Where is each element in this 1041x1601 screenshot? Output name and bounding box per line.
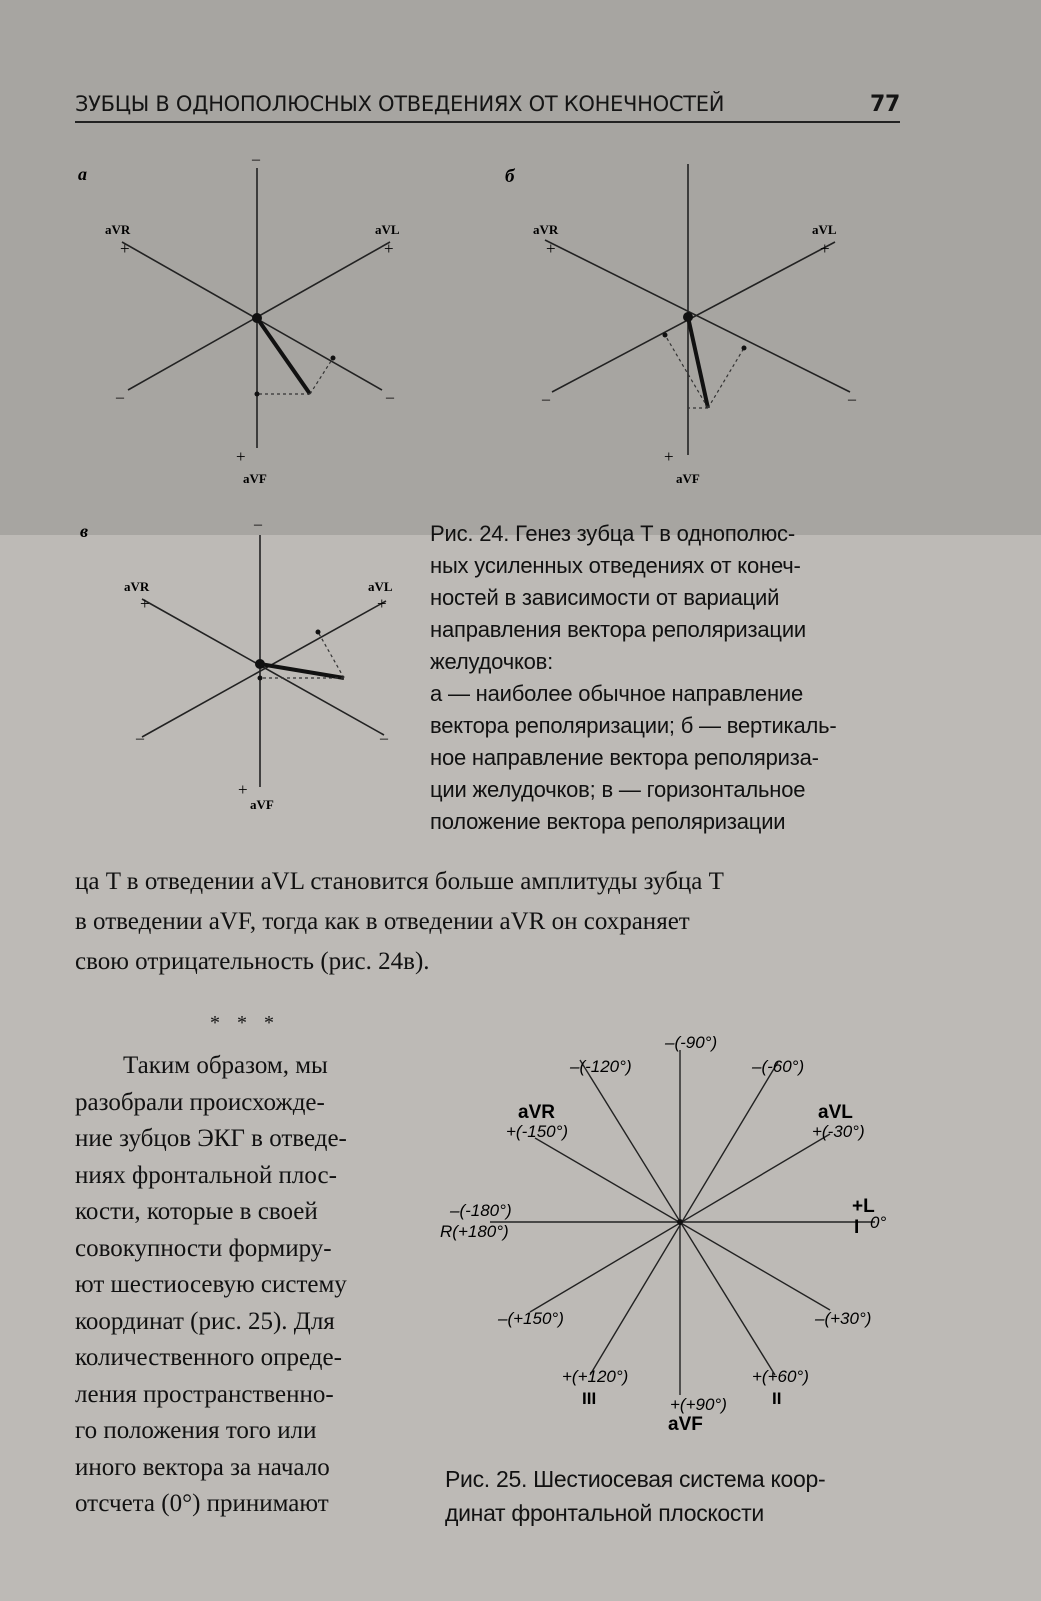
text-line: разобрали происхожде- [75,1088,325,1116]
label-avr: aVR [105,222,131,237]
figure25-hexaxial-diagram [430,1030,900,1450]
avl-axis [142,601,386,737]
text-line: совокупности формиру- [75,1234,332,1262]
text-line: ления пространственно- [75,1380,334,1408]
figure24-caption [430,518,900,838]
caption-line: ных усиленных отведениях от конеч- [430,553,801,578]
caption-line: ное направление вектора реполяриза- [430,745,819,770]
section-separator: * * * [210,1012,280,1034]
text-line: кости, которые в своей [75,1198,318,1225]
plus-avr: + [140,594,150,613]
plus-avl: + [384,239,394,258]
panel-letter: в [80,521,89,541]
minus-right: – [848,391,856,408]
plus-avf: + [236,447,246,466]
paragraph-main [75,1048,420,1523]
paragraph-continuation [75,862,905,982]
caption-line: положение вектора реполяризации [430,809,786,834]
panel-letter: а [78,164,87,184]
running-header [75,92,900,123]
text-line: ют шестиосевую систему [75,1271,347,1298]
projection-line [310,358,333,394]
axis-iii [590,1062,778,1375]
caption-line: направления вектора реполяризации [430,617,806,642]
label-avf: aVF [676,471,700,486]
plus-avr: + [120,239,130,258]
page-number: 77 [869,92,900,117]
projection-point [742,346,747,351]
origin-dot [677,1219,683,1225]
label-avl-name: aVL [818,1102,853,1123]
label-avr-name: aVR [518,1102,555,1123]
text-line: ние зубцов ЭКГ в отведе- [75,1125,347,1152]
label-avr-deg: +(-150°) [506,1122,569,1141]
text-line: отсчета (0°) принимают [75,1490,329,1517]
text-line: ниях фронтальной плос- [75,1161,337,1189]
minus-right: – [380,730,388,747]
axis-ii [580,1060,775,1375]
minus-left: – [542,391,550,408]
plus-avl: + [377,594,387,613]
label-ii-deg: +(+60°) [752,1367,809,1386]
minus-left: – [116,389,124,406]
label-top: –(-90°) [665,1033,718,1052]
label-top-right: –(-60°) [752,1057,805,1076]
caption-line: динат фронтальной плоскости [445,1500,764,1526]
axis-minus-top: – [254,516,262,533]
caption-line: ции желудочков; в — горизонтальное [430,777,806,802]
label-avf: aVF [243,471,267,486]
figure24-panel-v [60,515,420,815]
repolarization-vector [688,317,708,408]
label-bottom-avf: aVF [668,1414,703,1435]
figure24-panel-a [60,150,420,495]
caption-line: желудочков: [430,649,554,674]
projection-line [318,632,344,678]
label-bottom-deg: +(+90°) [670,1395,727,1414]
label-avl: aVL [812,222,837,237]
text-line: свою отрицательность (рис. 24в). [75,948,430,975]
label-iii-name: III [582,1389,597,1408]
projection-point [258,676,263,681]
text-line: ца T в отведении aVL становится больше амплитуды зубца T [75,868,724,895]
projection-point [663,333,668,338]
projection-line [708,348,744,408]
projection-point [255,392,260,397]
projection-point [316,630,321,635]
label-right-i: I [854,1217,860,1238]
label-top-left: –(-120°) [570,1057,632,1076]
panel-letter: б [505,166,515,187]
caption-line: вектора реполяризации; б — вертикаль- [430,713,837,738]
label-avl-deg: +(-30°) [812,1122,865,1141]
axis-avr [535,1138,830,1310]
label-right-deg: 0° [870,1213,887,1232]
projection-point [331,356,336,361]
label-avf: aVF [250,797,274,812]
header-title: ЗУБЦЫ В ОДНОПОЛЮСНЫХ ОТВЕДЕНИЯХ ОТ КОНЕЧНОСТЕЙ [75,92,725,116]
text-line: Таким образом, мы [123,1052,328,1079]
figure24-panel-b [490,150,890,495]
label-avr: aVR [533,222,559,237]
text-line: в отведении aVF, тогда как в отведении aVR он сохраняет [75,908,690,935]
caption-line: Рис. 25. Шестиосевая система коор- [445,1466,826,1492]
label-left-deg: –(-180°) [450,1201,512,1220]
avr-axis [122,242,382,390]
label-iii-deg: +(+120°) [562,1367,629,1386]
text-line: иного вектора за начало [75,1453,330,1481]
label-avl: aVL [368,579,393,594]
label-bottom-right-deg: –(+30°) [815,1309,872,1328]
repolarization-vector [257,318,310,394]
repolarization-vector [260,664,344,678]
text-line: го положения того или [75,1417,317,1444]
plus-avf: + [238,780,248,799]
plus-avl: + [820,239,830,258]
plus-avf: + [664,447,674,466]
caption-line: ностей в зависимости от вариаций [430,585,780,610]
caption-line: Рис. 24. Генез зубца Т в однополюс- [430,521,795,546]
label-bottom-left-deg: –(+150°) [498,1309,564,1328]
figure25-caption [445,1462,905,1530]
minus-right: – [386,389,394,406]
text-line: количественного опреде- [75,1344,342,1371]
label-avr: aVR [124,579,150,594]
label-avl: aVL [375,222,400,237]
plus-avr: + [546,239,556,258]
minus-left: – [136,730,144,747]
label-ii-name: II [772,1389,782,1408]
label-left-r: R(+180°) [440,1222,509,1241]
label-right-l: +L [852,1196,875,1217]
axis-minus-top: – [252,151,260,168]
text-line: координат (рис. 25). Для [75,1307,335,1335]
caption-line: а — наиболее обычное направление [430,681,804,706]
